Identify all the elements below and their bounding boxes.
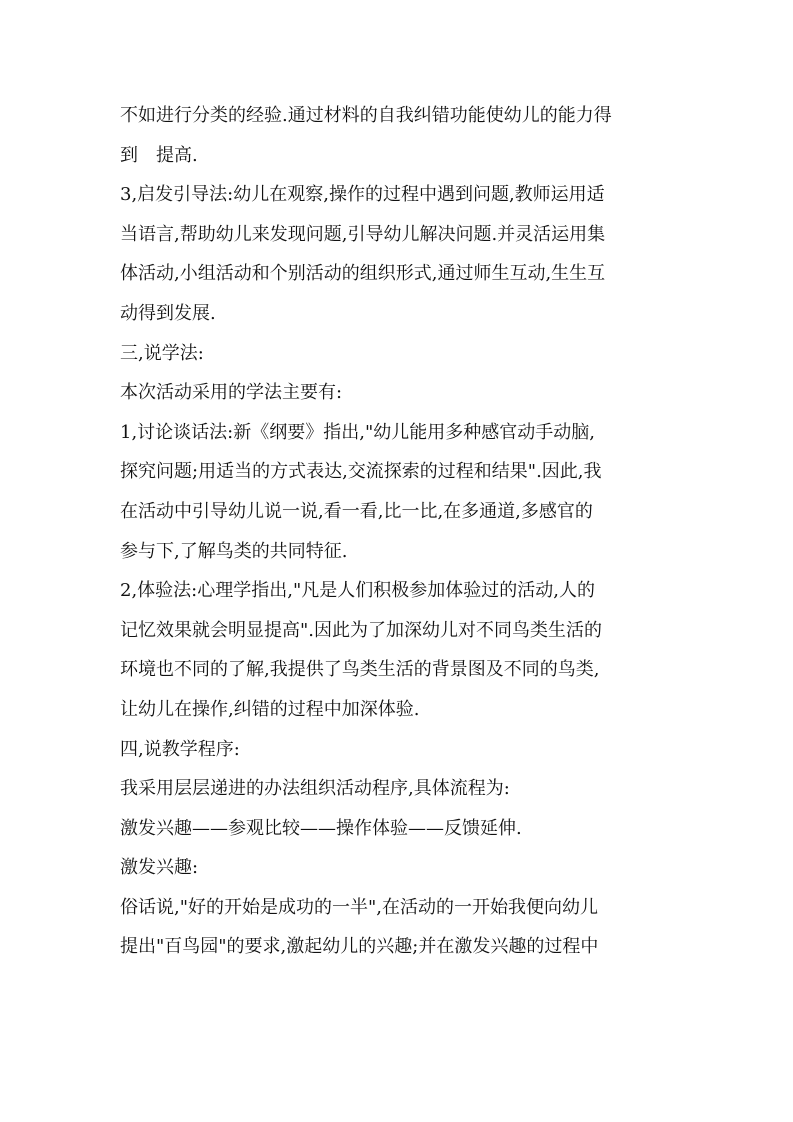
text-line: 1,讨论谈话法:新《纲要》指出,"幼儿能用多种感官动手动脑, (120, 421, 595, 443)
text-line: 在活动中引导幼儿说一说,看一看,比一比,在多通道,多感官的 (120, 500, 593, 522)
text-line: 体活动,小组活动和个别活动的组织形式,通过师生互动,生生互 (120, 263, 606, 285)
text-line: 参与下,了解鸟类的共同特征. (120, 540, 348, 562)
text-line: 让幼儿在操作,纠错的过程中加深体验. (120, 698, 420, 720)
text-line: 提出"百鸟园"的要求,激起幼儿的兴趣;并在激发兴趣的过程中 (120, 936, 599, 958)
text-line: 俗话说,"好的开始是成功的一半",在活动的一开始我便向幼儿 (120, 896, 598, 918)
text-line: 记忆效果就会明显提高".因此为了加深幼儿对不同鸟类生活的 (120, 619, 602, 641)
subsection-heading: 激发兴趣: (120, 857, 199, 879)
text-line: 不如进行分类的经验.通过材料的自我纠错功能使幼儿的能力得 (120, 105, 612, 126)
text-line: 激发兴趣——参观比较——操作体验——反馈延伸. (120, 817, 522, 839)
section-heading: 四,说教学程序: (120, 738, 240, 760)
text-line: 3,启发引导法:幼儿在观察,操作的过程中遇到问题,教师运用适 (120, 184, 605, 206)
text-line: 动得到发展. (120, 302, 216, 324)
document-body (120, 96, 680, 967)
section-heading: 三,说学法: (120, 342, 204, 364)
text-line: 本次活动采用的学法主要有: (120, 382, 343, 404)
text-line: 我采用层层递进的办法组织活动程序,具体流程为: (120, 778, 510, 800)
text-line: 探究问题;用适当的方式表达,交流探索的过程和结果".因此,我 (120, 461, 602, 483)
text-line: 当语言,帮助幼儿来发现问题,引导幼儿解决问题.并灵活运用集 (120, 223, 606, 245)
text-line: 环境也不同的了解,我提供了鸟类生活的背景图及不同的鸟类, (120, 659, 600, 681)
text-line: 2,体验法:心理学指出,"凡是人们积极参加体验过的活动,人的 (120, 580, 595, 602)
text-line: 到 提高. (120, 144, 198, 166)
